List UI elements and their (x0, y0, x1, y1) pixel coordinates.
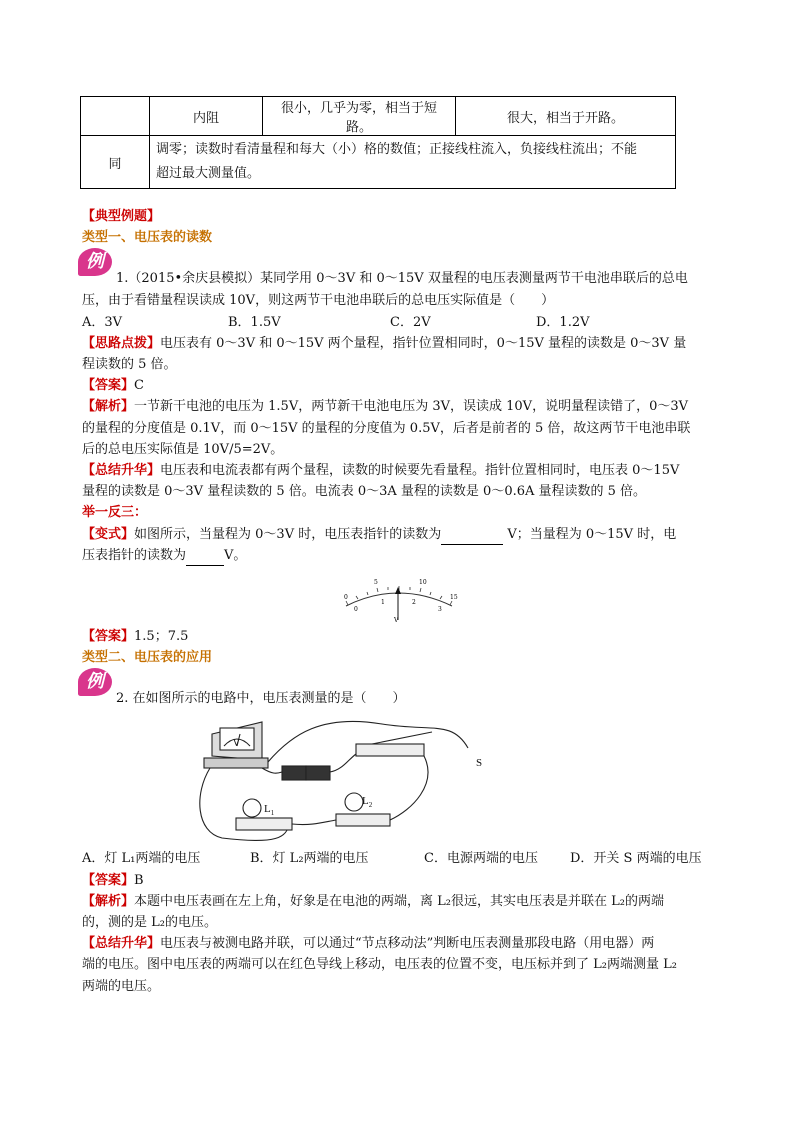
question2-head (82, 668, 714, 710)
lamp2-base (336, 814, 390, 826)
q2-option-b: B．灯 L₂两端的电压 (250, 851, 369, 867)
summary-tag: 【总结升华】 (82, 463, 161, 479)
q1-answer (82, 375, 714, 396)
wire (262, 768, 282, 773)
voltmeter-label: V (233, 738, 240, 749)
inner-label-0: 0 (354, 606, 358, 614)
q1-stem-line2: 压，由于看错量程误读成 10V，则这两节干电池串联后的总电压实际值是（ ） (82, 293, 555, 309)
extension-heading: 举一反三： (82, 505, 148, 521)
q1-option-d: D．1.2V (536, 314, 590, 330)
unit-label: V (394, 617, 399, 625)
table-cell-empty (81, 97, 150, 136)
summary-text: 电压表和电流表都有两个量程，读数的时候要先看量程。指针位置相同时，电压表 0～15V (160, 463, 680, 479)
example-badge: 例 (78, 668, 112, 696)
summary-text: 电压表与被测电路并联，可以通过“节点移动法”判断电压表测量那段电路（用电器）两 (160, 936, 655, 952)
outer-label-5: 5 (374, 579, 378, 587)
answer-text: C (134, 378, 144, 394)
lamp1-label: $L_1$ (264, 803, 275, 818)
table-cell-label: 同 (81, 136, 150, 189)
q1-option-b: B．1.5V (228, 314, 281, 330)
answer-text: B (134, 872, 144, 888)
variant-line2 (82, 545, 714, 566)
dial-ticks (346, 586, 452, 605)
wire (330, 754, 356, 772)
table-cell-label: 内阻 (150, 97, 263, 136)
table-row (81, 97, 676, 136)
q2-option-a: A．灯 L₁两端的电压 (82, 851, 201, 867)
blank-line (186, 565, 224, 566)
variant-text: 如图所示，当量程为 0～3V 时，电压表指针的读数为 (134, 526, 442, 542)
lamp2-label: $L_2$ (362, 795, 373, 810)
answer-tag: 【答案】 (82, 629, 135, 645)
q1-options (82, 312, 714, 333)
q2-stem: 2. 在如图所示的电路中，电压表测量的是（ ） (116, 691, 406, 707)
lamp2-bulb (345, 793, 363, 811)
switch-base (356, 744, 424, 756)
table-cell-ammeter: 很大，相当于开路。 (456, 97, 676, 136)
q1-option-a: A．3V (82, 314, 123, 330)
answer-tag: 【答案】 (82, 872, 135, 888)
switch-lever (372, 732, 432, 744)
q2-option-d: D．开关 S 两端的电压 (570, 851, 702, 867)
voltmeter-dial-figure (82, 570, 714, 628)
q2-summary-line3: 两端的电压。 (82, 978, 161, 994)
q1-option-c: C．2V (390, 314, 431, 330)
table-cell-voltmeter: 很小，几乎为零，相当于短路。 (263, 97, 456, 136)
q1-summary-line2: 量程的读数是 0～3V 量程读数的 5 倍。电流表 0～3A 量程的读数是 0～0.6A 量程读数的 5 倍。 (82, 484, 647, 500)
comparison-table (80, 96, 676, 189)
table-row (81, 136, 676, 189)
variant-tag: 【变式】 (82, 526, 135, 542)
pointer-head (395, 587, 401, 594)
section-heading: 【典型例题】 (82, 209, 161, 224)
summary-tag: 【总结升华】 (82, 936, 161, 952)
variant-answer (82, 626, 714, 647)
variant-line1 (82, 524, 714, 545)
type1-heading: 类型一、电压表的读数 (82, 230, 213, 246)
analysis-text: 一节新干电池的电压为 1.5V，两节新干电池电压为 3V，误读成 10V，说明量程读错了，0～3V (134, 399, 688, 415)
q1-stem-line1: 1.（2015•余庆县模拟）某同学用 0～3V 和 0～15V 双量程的电压表测量两节干电池串联后的总电 (116, 271, 688, 287)
q2-analysis-line1 (82, 891, 714, 912)
switch-label: S (476, 757, 483, 770)
type2-heading: 类型二、电压表的应用 (82, 650, 213, 666)
lamp1-base (236, 818, 292, 830)
dial-arc (346, 593, 452, 606)
analysis-text: 本题中电压表画在左上角，好象是在电池的两端，离 L₂很远，其实电压表是并联在 L₂的两端 (134, 893, 664, 909)
question1-head (82, 248, 714, 290)
main-content (82, 196, 714, 997)
q2-analysis-line2: 的，测的是 L₂的电压。 (82, 915, 217, 931)
q1-analysis-line3: 后的总电压实际值是 10V/5=2V。 (82, 441, 284, 457)
q2-options (82, 848, 714, 869)
variant-text: V。 (224, 547, 247, 563)
hint-tag: 【思路点拨】 (82, 335, 161, 351)
outer-label-10: 10 (419, 579, 427, 587)
q1-analysis-line1 (82, 396, 714, 417)
common-text-line2: 超过最大测量值。 (156, 166, 261, 181)
voltmeter-base (204, 758, 268, 768)
q1-hint-line1 (82, 333, 714, 354)
wire (390, 756, 428, 820)
q1-analysis-line2: 的量程的分度值是 0.1V，而 0～15V 的量程的分度值为 0.5V，后者是前者的 5 倍，故这两节干电池串联 (82, 420, 691, 436)
common-text-line1: 调零；读数时看清量程和每大（小）格的数值；正接线柱流入，负接线柱流出；不能 (156, 142, 638, 157)
example-badge: 例 (78, 248, 112, 276)
battery1 (282, 766, 306, 780)
q1-summary-line1 (82, 460, 714, 481)
outer-label-15: 15 (450, 594, 458, 602)
circuit-figure (82, 714, 714, 844)
lamp1-bulb (243, 799, 261, 817)
answer-text: 1.5；7.5 (134, 629, 189, 645)
inner-label-2: 2 (412, 599, 416, 607)
q2-summary-line2: 端的电压。图中电压表的两端可以在红色导线上移动，电压表的位置不变，电压标并到了 L₂两端测量 L₂ (82, 957, 677, 973)
table-cell-common (150, 136, 676, 189)
inner-label-3: 3 (438, 606, 442, 614)
q2-summary-line1 (82, 933, 714, 954)
battery2 (306, 766, 330, 780)
q1-hint-line2: 程读数的 5 倍。 (82, 357, 177, 373)
analysis-tag: 【解析】 (82, 893, 135, 909)
wire (292, 820, 336, 825)
outer-label-0: 0 (344, 594, 348, 602)
q2-option-c: C．电源两端的电压 (424, 851, 538, 867)
blank-line (441, 544, 503, 545)
hint-text: 电压表有 0～3V 和 0～15V 两个量程，指针位置相同时，0～15V 量程的读数是 0～3V 量 (160, 335, 687, 351)
analysis-tag: 【解析】 (82, 399, 135, 415)
variant-text: 压表指针的读数为 (82, 547, 187, 563)
answer-tag: 【答案】 (82, 378, 135, 394)
q2-answer (82, 870, 714, 891)
variant-text: V；当量程为 0～15V 时，电 (503, 526, 677, 542)
inner-label-1: 1 (381, 599, 385, 607)
